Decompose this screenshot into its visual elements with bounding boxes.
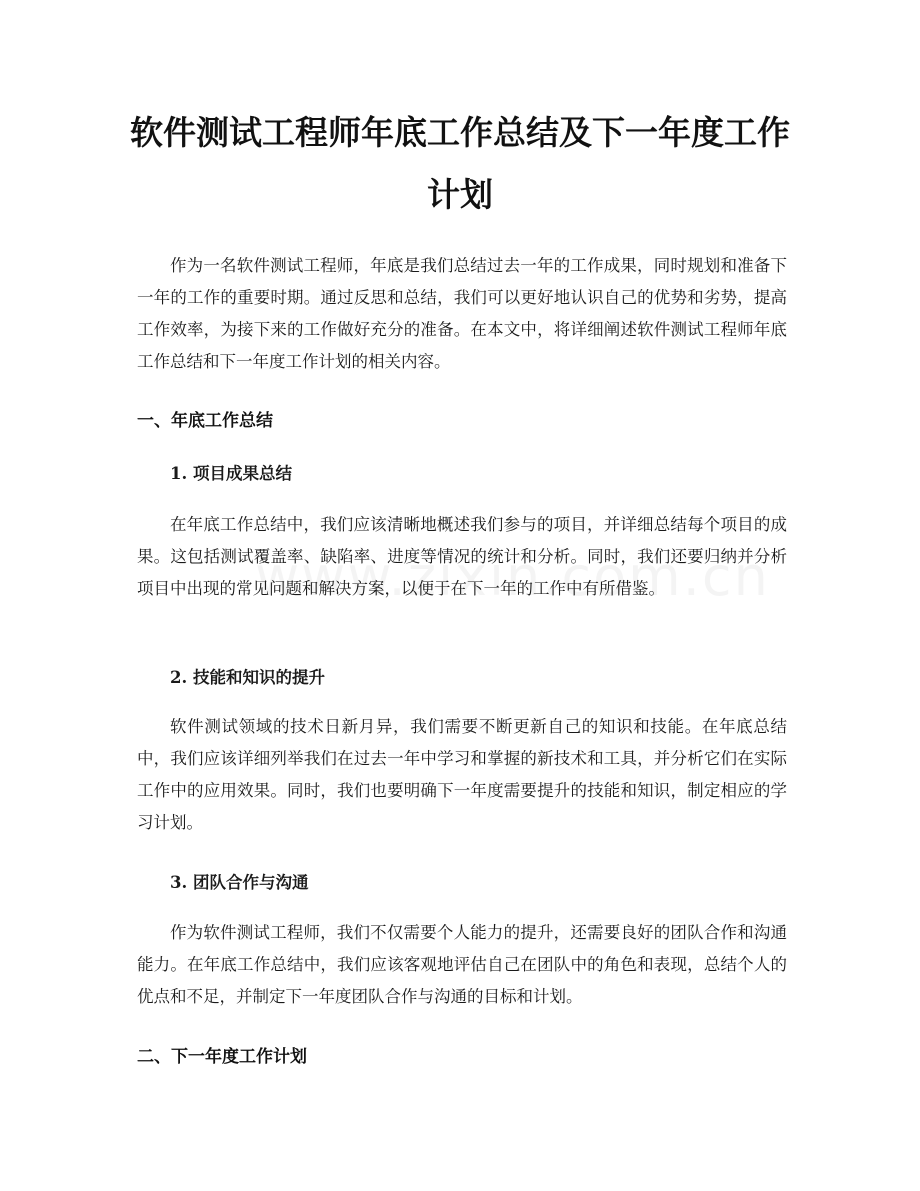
paragraph-teamwork: 作为软件测试工程师，我们不仅需要个人能力的提升，还需要良好的团队合作和沟通能力。在年底工作总结中，我们应该客观地评估自己在团队中的角色和表现，总结个人的优点和不足，并制定下一年度团队合作与沟通的目标和计划。 bbox=[137, 923, 787, 1006]
paragraph-project-results: 在年底工作总结中，我们应该清晰地概述我们参与的项目，并详细总结每个项目的成果。这包括测试覆盖率、缺陷率、进度等情况的统计和分析。同时，我们还要归纳并分析项目中出现的常见问题和解决方案，以便于在下一年的工作中有所借鉴。 bbox=[137, 515, 787, 598]
subheading-skills: 2. 技能和知识的提升 bbox=[170, 668, 325, 687]
document-title: 软件测试工程师年底工作总结及下一年度工作计划 bbox=[130, 113, 790, 214]
section-heading-plan: 二、下一年度工作计划 bbox=[137, 1047, 307, 1067]
subheading-project-results: 1. 项目成果总结 bbox=[170, 464, 292, 483]
section-heading-summary: 一、年底工作总结 bbox=[137, 411, 273, 431]
paragraph-skills: 软件测试领域的技术日新月异，我们需要不断更新自己的知识和技能。在年底总结中，我们应该详细列举我们在过去一年中学习和掌握的新技术和工具，并分析它们在实际工作中的应用效果。同时，我们也要明确下一年度需要提升的技能和知识，制定相应的学习计划。 bbox=[137, 717, 787, 832]
subheading-teamwork: 3. 团队合作与沟通 bbox=[170, 873, 309, 892]
intro-paragraph: 作为一名软件测试工程师，年底是我们总结过去一年的工作成果，同时规划和准备下一年的工作的重要时期。通过反思和总结，我们可以更好地认识自己的优势和劣势，提高工作效率，为接下来的工作做好充分的准备。在本文中，将详细阐述软件测试工程师年底工作总结和下一年度工作计划的相关内容。 bbox=[137, 256, 787, 371]
